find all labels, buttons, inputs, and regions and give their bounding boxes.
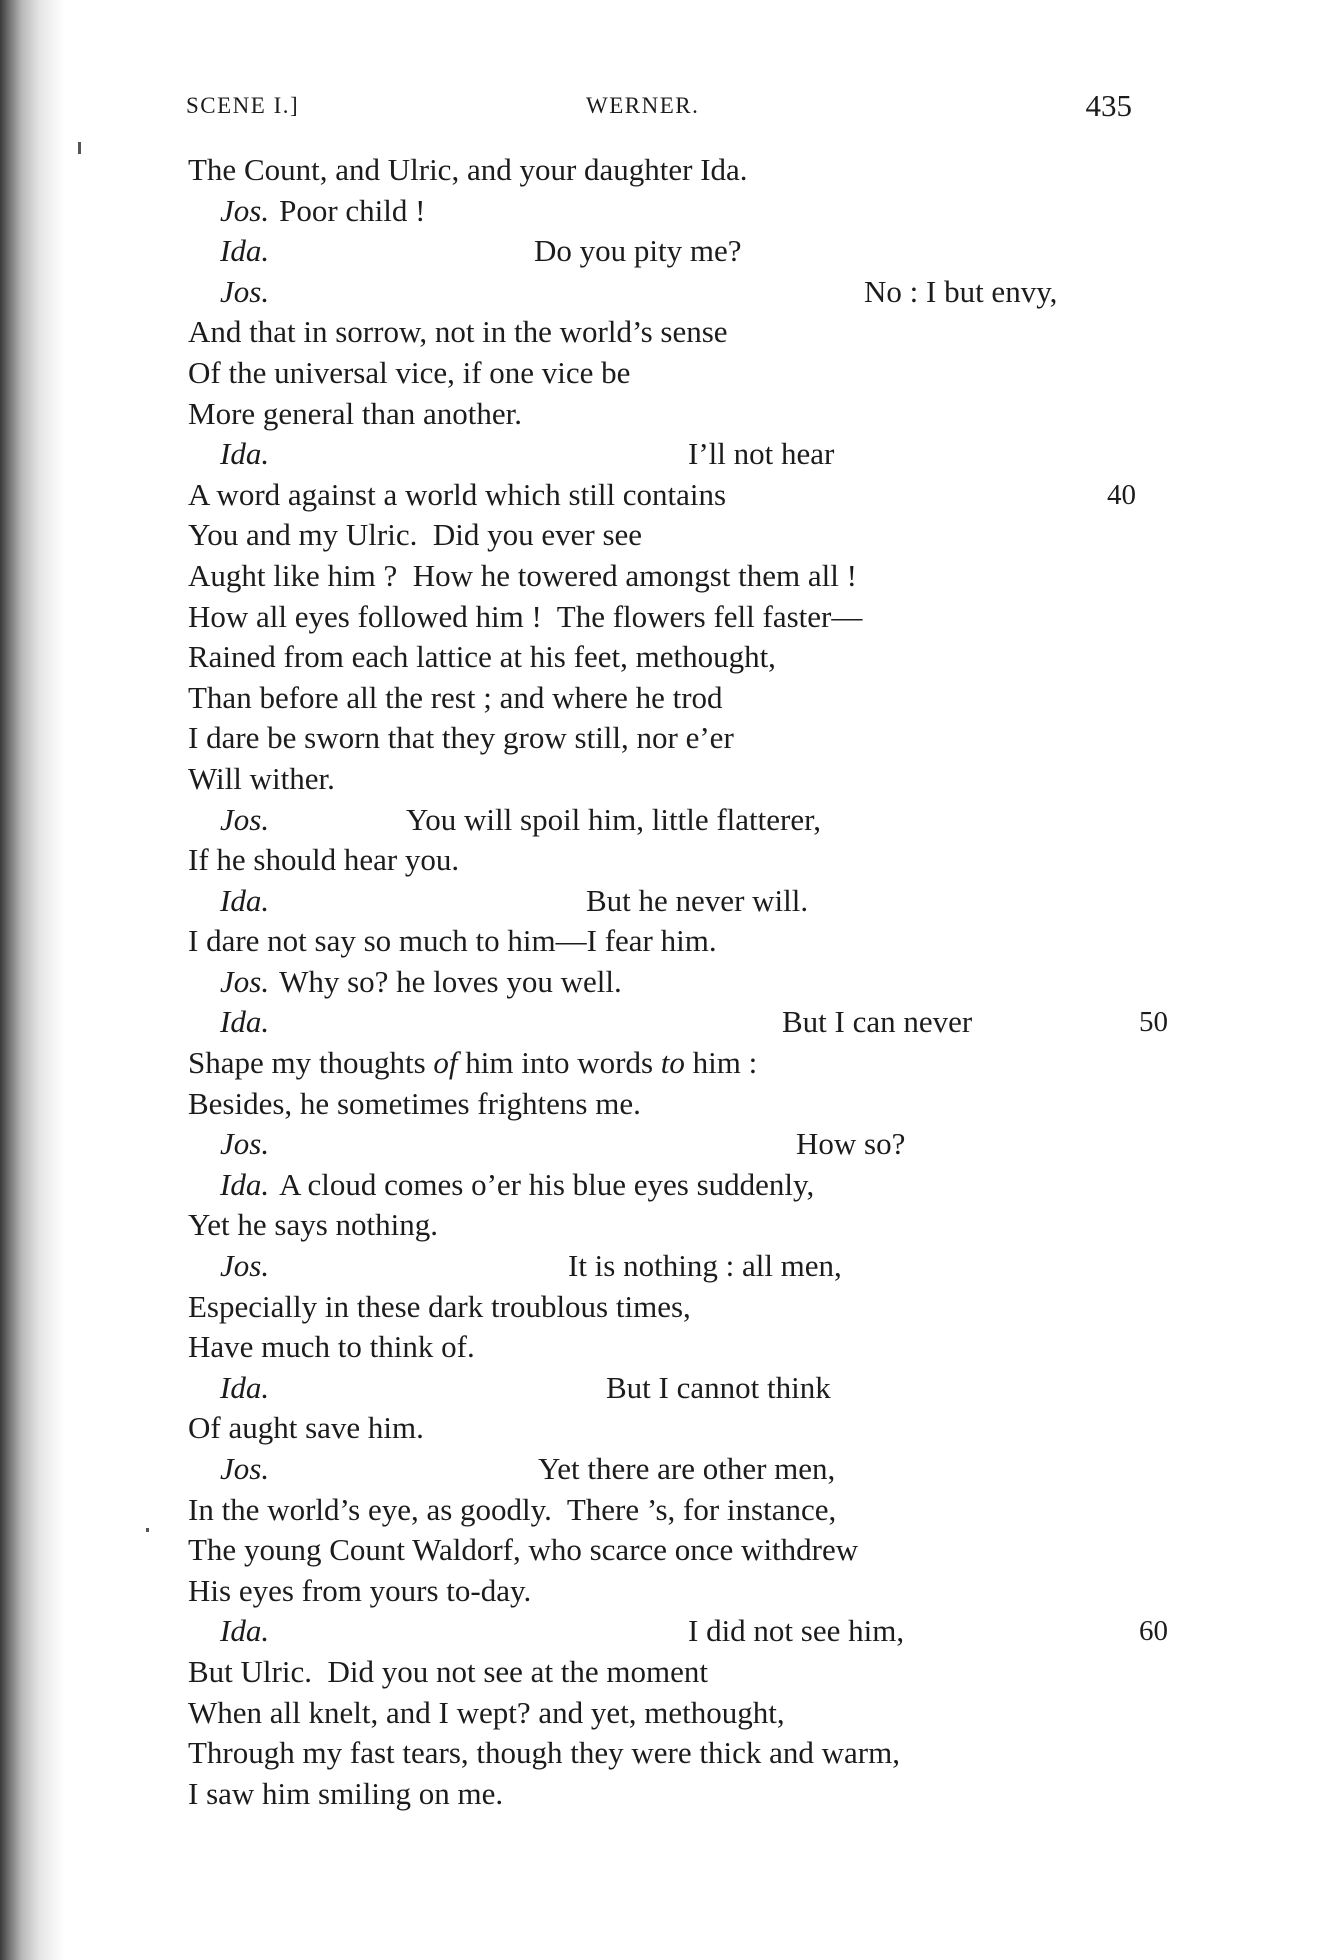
speech-text: But I can never [782, 1004, 973, 1040]
verse-line [188, 1043, 1136, 1084]
speaker-name: Jos. [220, 963, 270, 999]
play-title: WERNER. [586, 93, 700, 118]
speaker-name: Ida. [220, 1613, 270, 1649]
verse-line: More general than another. [188, 395, 522, 431]
speech-text: Do you pity me? [534, 233, 742, 269]
speaker-name: Jos. [220, 192, 270, 228]
speaker-name: Jos. [220, 801, 270, 837]
speaker-name: Jos. [220, 273, 270, 309]
line-fragment: him : [684, 1045, 758, 1081]
line-fragment: him into words [457, 1045, 661, 1081]
verse-line: Have much to think of. [188, 1329, 475, 1365]
verse-line [220, 434, 1136, 475]
emphasis-text: of [433, 1045, 458, 1081]
speaker-name: Ida. [220, 1166, 270, 1202]
running-header [186, 82, 1132, 130]
speech-text: A cloud comes o’er his blue eyes suddenly, [279, 1166, 815, 1202]
verse-line: If he should hear you. [188, 842, 460, 878]
speech-text: I did not see him, [688, 1613, 905, 1649]
speech-text: Poor child ! [279, 192, 426, 228]
verse-line [220, 962, 1136, 1003]
speaker-name: Ida. [220, 233, 270, 269]
speech-text: But he never will. [586, 882, 809, 918]
verse-line: His eyes from yours to-day. [188, 1572, 532, 1608]
verse-line: Of aught save him. [188, 1410, 424, 1446]
verse-line: Than before all the rest ; and where he trod [188, 679, 723, 715]
verse-line: Yet he says nothing. [188, 1207, 439, 1243]
speaker-name: Ida. [220, 1004, 270, 1040]
speaker-name: Jos. [220, 1126, 270, 1162]
verse-line: I saw him smiling on me. [188, 1775, 504, 1811]
verse-line: When all knelt, and I wept? and yet, methought, [188, 1694, 785, 1730]
verse-line: Through my fast tears, though they were thick and warm, [188, 1735, 900, 1771]
speech-text: Why so? he loves you well. [279, 963, 622, 999]
verse-line [220, 881, 1136, 922]
verse-line [220, 1449, 1136, 1490]
verse-line [220, 800, 1136, 841]
line-number: 60 [1139, 1615, 1168, 1648]
line-number: 40 [1107, 478, 1136, 511]
verse-line [188, 475, 1136, 516]
verse-line [220, 1246, 1136, 1287]
emphasis-text: to [660, 1045, 685, 1081]
line-number: 50 [1139, 1006, 1168, 1039]
speaker-name: Ida. [220, 1369, 270, 1405]
verse-line: Rained from each lattice at his feet, methought, [188, 639, 776, 675]
binding-gutter [0, 0, 64, 1960]
verse-line: But Ulric. Did you not see at the moment [188, 1653, 709, 1689]
verse-line: Especially in these dark troublous times, [188, 1288, 691, 1324]
verse-line: The Count, and Ulric, and your daughter Ida. [188, 152, 748, 187]
verse-line: How all eyes followed him ! The flowers fell faster— [188, 598, 863, 634]
speaker-name: Ida. [220, 436, 270, 472]
verse-line [220, 1611, 1168, 1652]
verse-line: The young Count Waldorf, who scarce once withdrew [188, 1532, 859, 1568]
speech-text: It is nothing : all men, [568, 1248, 842, 1284]
verse-line: I dare be sworn that they grow still, nor e’er [188, 720, 734, 756]
speech-text: How so? [796, 1126, 906, 1162]
speech-text: You will spoil him, little flatterer, [406, 801, 821, 837]
verse-line [220, 231, 1136, 272]
verse-line: I dare not say so much to him—I fear him. [188, 923, 717, 959]
verse-text [188, 150, 1168, 1814]
speech-text: Yet there are other men, [538, 1451, 836, 1486]
verse-line: Besides, he sometimes frightens me. [188, 1085, 641, 1121]
speech-text: A word against a world which still contains [188, 476, 727, 512]
speech-text: I’ll not hear [688, 436, 835, 472]
verse-line: Will wither. [188, 760, 335, 796]
scene-label: SCENE I.] [186, 93, 300, 118]
verse-line [220, 1368, 1136, 1409]
speech-text: No : I but envy, [864, 273, 1058, 309]
verse-line [220, 1124, 1136, 1165]
speaker-name: Jos. [220, 1451, 270, 1486]
speaker-name: Ida. [220, 882, 270, 918]
line-fragment: Shape my thoughts [188, 1045, 434, 1081]
speaker-name: Jos. [220, 1248, 270, 1284]
verse-line [220, 1002, 1168, 1043]
verse-line: Of the universal vice, if one vice be [188, 354, 631, 390]
verse-line [220, 1165, 1136, 1206]
verse-line: In the world’s eye, as goodly. There ’s, for instance, [188, 1491, 837, 1527]
speech-text: But I cannot think [606, 1369, 831, 1405]
page-number: 435 [1085, 88, 1132, 123]
verse-line [220, 272, 1136, 313]
verse-line: You and my Ulric. Did you ever see [188, 517, 643, 553]
verse-line: Aught like him ? How he towered amongst them all ! [188, 557, 857, 593]
verse-line [220, 191, 1136, 232]
verse-line: And that in sorrow, not in the world’s sense [188, 314, 728, 350]
